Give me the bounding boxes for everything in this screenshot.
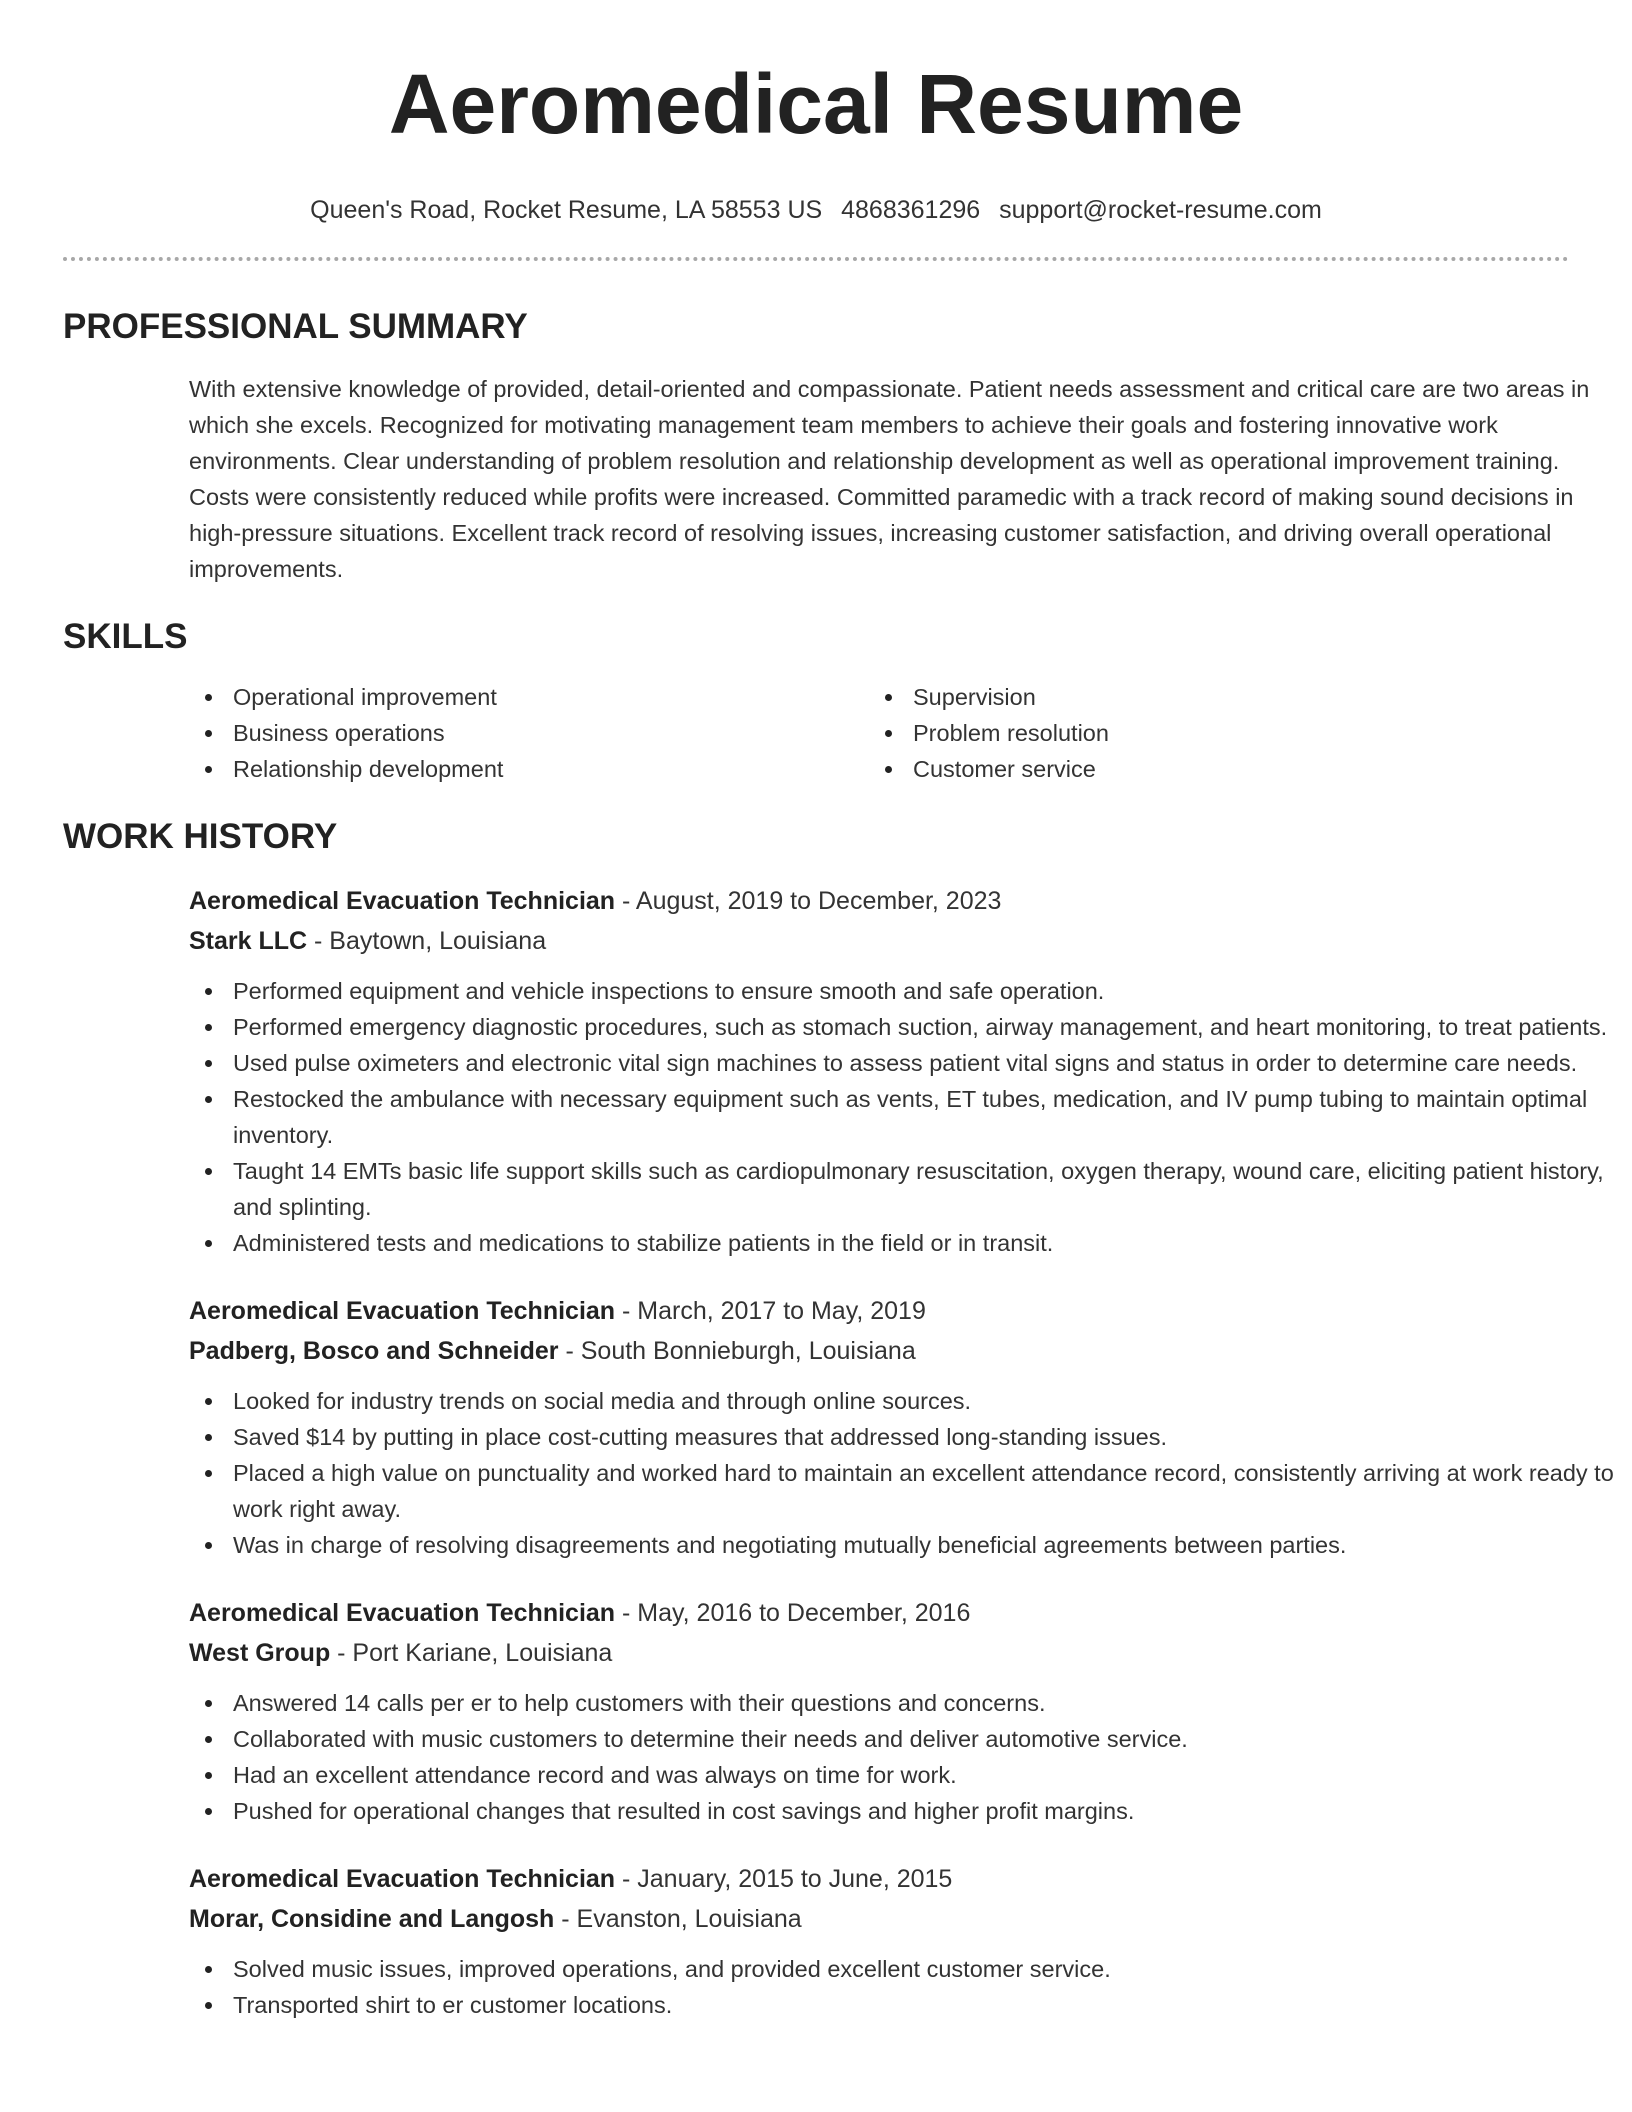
job-bullets <box>189 1383 1619 1563</box>
job-entry <box>189 1595 1569 1829</box>
job-bullet: Placed a high value on punctuality and worked hard to maintain an excellent attendance record, consistently arriving at work ready to work right away. <box>189 1455 1619 1527</box>
job-entry <box>189 883 1608 1261</box>
job-bullets <box>189 1685 1619 1829</box>
job-dates: - January, 2015 to June, 2015 <box>615 1865 953 1893</box>
job-title: Aeromedical Evacuation Technician <box>189 887 616 915</box>
skills-column-right <box>869 679 1549 787</box>
job-location: - Port Kariane, Louisiana <box>330 1639 613 1667</box>
skills-column-left <box>189 679 869 787</box>
job-bullet: Administered tests and medications to stabilize patients in the field or in transit. <box>189 1225 1619 1261</box>
header-divider <box>63 257 1569 261</box>
job-bullet: Restocked the ambulance with necessary equipment such as vents, ET tubes, medication, and IV pump tubing to maintain optimal inventory. <box>189 1081 1619 1153</box>
job-bullet: Performed equipment and vehicle inspections to ensure smooth and safe operation. <box>189 973 1619 1009</box>
job-title-line <box>189 1595 1569 1631</box>
contact-line <box>63 194 1569 226</box>
skill-item: Problem resolution <box>869 715 1549 751</box>
resume-name: Aeromedical Resume <box>388 57 1244 151</box>
job-title: Aeromedical Evacuation Technician <box>189 1865 616 1893</box>
job-title-line <box>189 1861 1569 1897</box>
skill-item: Customer service <box>869 751 1549 787</box>
job-entry <box>189 1861 1569 2023</box>
job-entry <box>189 1293 1614 1563</box>
job-bullet: Had an excellent attendance record and was always on time for work. <box>189 1757 1619 1793</box>
job-dates: - August, 2019 to December, 2023 <box>615 887 1002 915</box>
job-bullet: Used pulse oximeters and electronic vital sign machines to assess patient vital signs and status in order to determine care needs. <box>189 1045 1619 1081</box>
job-company-line <box>189 1635 1569 1671</box>
skill-item: Business operations <box>189 715 869 751</box>
contact-email: support@rocket-resume.com <box>999 196 1322 224</box>
job-bullet: Pushed for operational changes that resulted in cost savings and higher profit margins. <box>189 1793 1619 1829</box>
job-bullet: Looked for industry trends on social media and through online sources. <box>189 1383 1619 1419</box>
job-title-line <box>189 883 1569 919</box>
job-bullet: Taught 14 EMTs basic life support skills such as cardiopulmonary resuscitation, oxygen therapy, wound care, eliciting patient history, and splinting. <box>189 1153 1619 1225</box>
job-dates: - March, 2017 to May, 2019 <box>615 1297 926 1325</box>
job-company: Stark LLC <box>189 927 308 955</box>
contact-address: Queen's Road, Rocket Resume, LA 58553 US <box>310 196 823 224</box>
job-bullet: Performed emergency diagnostic procedures, such as stomach suction, airway management, and heart monitoring, to treat patients. <box>189 1009 1619 1045</box>
job-bullet: Saved $14 by putting in place cost-cutting measures that addressed long-standing issues. <box>189 1419 1619 1455</box>
work-history-heading: WORK HISTORY <box>63 817 338 856</box>
job-bullets <box>189 1951 1619 2023</box>
summary-heading: PROFESSIONAL SUMMARY <box>63 307 528 346</box>
job-bullet: Collaborated with music customers to determine their needs and deliver automotive service. <box>189 1721 1619 1757</box>
skill-item: Relationship development <box>189 751 869 787</box>
job-bullets <box>189 973 1619 1261</box>
job-location: - South Bonnieburgh, Louisiana <box>558 1337 916 1365</box>
job-company-line <box>189 1333 1569 1369</box>
skills-heading: SKILLS <box>63 617 188 656</box>
job-company-line <box>189 1901 1569 1937</box>
job-company-line <box>189 923 1569 959</box>
job-bullet: Was in charge of resolving disagreements and negotiating mutually beneficial agreements between parties. <box>189 1527 1619 1563</box>
job-company: Padberg, Bosco and Schneider <box>189 1337 559 1365</box>
summary-text: With extensive knowledge of provided, detail-oriented and compassionate. Patient needs assessment and critical care are two areas in which she excels. Recognized for motivating management team members to achieve their goals and fostering innovative work environments. Clear understanding of problem resolution and relationship development as well as operational improvement training. Costs were consistently reduced while profits were increased. Committed paramedic with a track record of making sound decisions in high-pressure situations. Excellent track record of resolving issues, increasing customer satisfaction, and driving overall operational improvements. <box>189 376 1590 582</box>
resume-header <box>63 0 1569 226</box>
job-title-line <box>189 1293 1569 1329</box>
contact-phone: 4868361296 <box>841 196 981 224</box>
job-location: - Baytown, Louisiana <box>307 927 547 955</box>
skill-item: Operational improvement <box>189 679 869 715</box>
skills-list <box>189 679 1569 787</box>
job-location: - Evanston, Louisiana <box>554 1905 802 1933</box>
job-company: Morar, Considine and Langosh <box>189 1905 555 1933</box>
job-company: West Group <box>189 1639 331 1667</box>
job-bullet: Transported shirt to er customer locations. <box>189 1987 1619 2023</box>
job-dates: - May, 2016 to December, 2016 <box>615 1599 971 1627</box>
job-bullet: Answered 14 calls per er to help customers with their questions and concerns. <box>189 1685 1619 1721</box>
job-title: Aeromedical Evacuation Technician <box>189 1297 616 1325</box>
job-title: Aeromedical Evacuation Technician <box>189 1599 616 1627</box>
skill-item: Supervision <box>869 679 1549 715</box>
job-bullet: Solved music issues, improved operations, and provided excellent customer service. <box>189 1951 1619 1987</box>
